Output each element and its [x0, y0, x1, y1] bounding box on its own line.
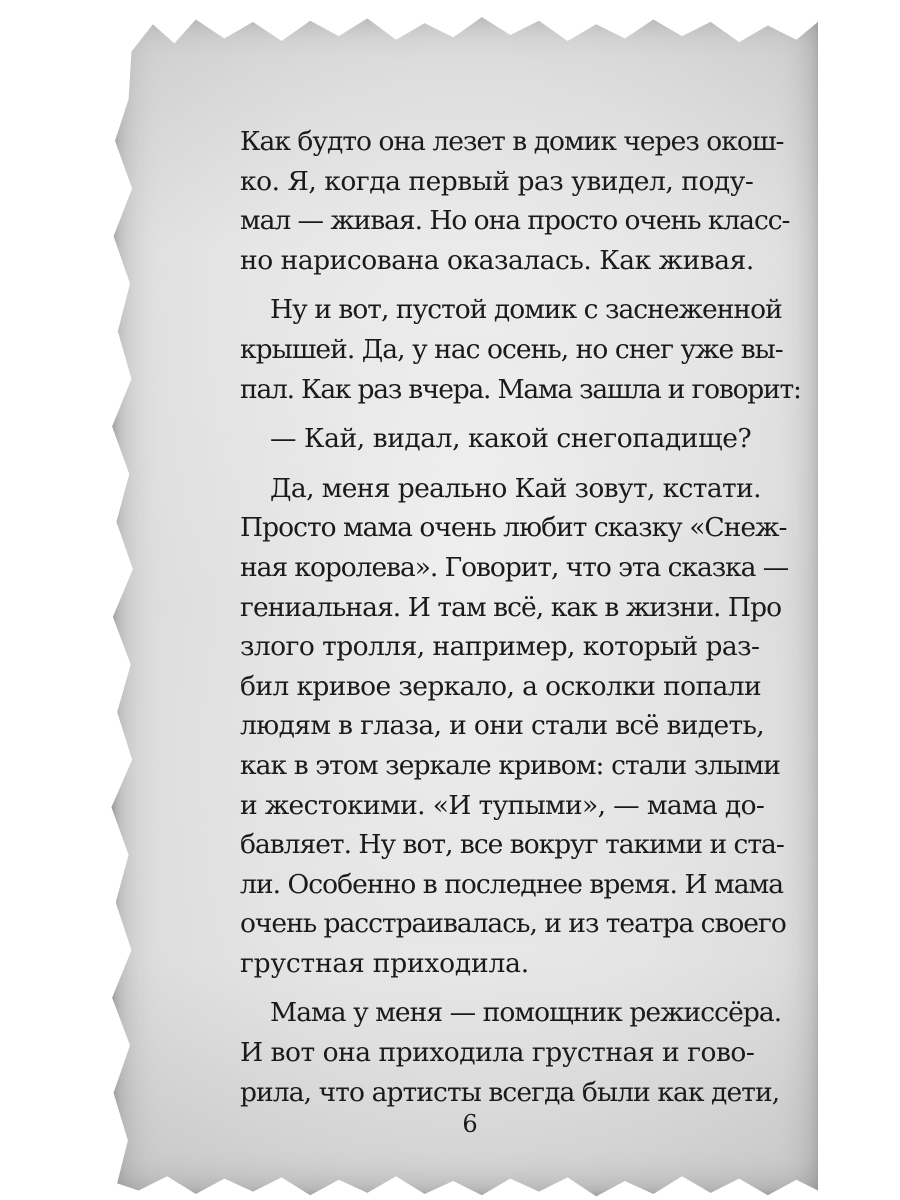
text-line: ко. Я, когда первый раз увидел, поду-: [240, 165, 754, 197]
body-text: [240, 122, 801, 1112]
text-line: людям в глаза, и они стали всё видеть,: [240, 710, 765, 742]
text-line: Ну и вот, пустой домик с заснеженной: [270, 294, 782, 326]
text-line: гениальная. И там всё, как в жизни. Про: [240, 591, 782, 623]
text-line: крышей. Да, у нас осень, но снег уже вы-: [240, 333, 783, 365]
text-line: но нарисована оказалась. Как живая.: [240, 244, 754, 276]
text-line: Да, меня реально Кай зовут, кстати.: [270, 472, 761, 504]
text-line: бил кривое зеркало, а осколки попали: [240, 670, 762, 702]
text-line: пал. Как раз вчера. Мама зашла и говорит:: [240, 373, 801, 405]
text-line: очень расстраивалась, и из театра своего: [240, 908, 786, 940]
text-line: Мама у меня — помощник режиссёра.: [270, 997, 782, 1029]
text-line: злого тролля, например, который раз-: [240, 631, 760, 663]
text-line: И вот она приходила грустная и гово-: [240, 1037, 755, 1069]
text-line: рила, что артисты всегда были как дети,: [240, 1076, 780, 1108]
text-line: и жестокими. «И тупыми», — мама до-: [240, 789, 765, 821]
text-line: бавляет. Ну вот, все вокруг такими и ста-: [240, 829, 784, 861]
page-margin: [818, 0, 900, 1200]
text-line: как в этом зеркале кривом: стали злыми: [240, 749, 780, 781]
text-line: ная королева». Говорит, что эта сказка —: [240, 551, 789, 583]
text-line: мал — живая. Но она просто очень класс-: [240, 205, 790, 237]
page-number: 6: [462, 1110, 478, 1138]
dialogue-line: — Кай, видал, какой снегопадище?: [270, 423, 752, 455]
text-line: Как будто она лезет в домик через окош-: [240, 126, 784, 157]
text-line: ли. Особенно в последнее время. И мама: [240, 868, 784, 900]
text-line: Просто мама очень любит сказку «Снеж-: [240, 512, 787, 544]
text-line: грустная приходила.: [240, 947, 529, 979]
